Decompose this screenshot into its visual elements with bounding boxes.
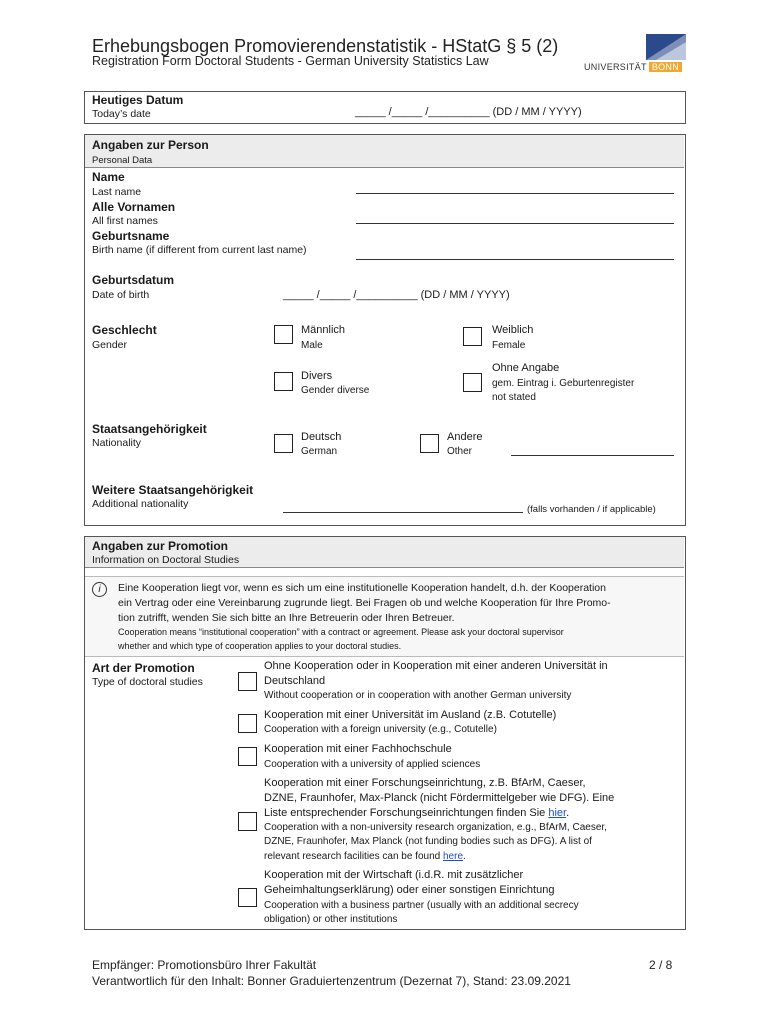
type-option-4-sublabel-3-text: relevant research facilities can be found	[264, 851, 441, 862]
type-option-3-checkbox[interactable]	[238, 747, 257, 766]
promotion-heading: Angaben zur Promotion	[92, 539, 228, 553]
birth-name-label: Geburtsname	[92, 229, 170, 243]
nationality-other-checkbox[interactable]	[420, 434, 439, 453]
promotion-subheading: Information on Doctoral Studies	[92, 554, 240, 566]
info-text-de-3: tion zutrifft, wenden Sie sich bitte an Ihre Betreuerin oder Ihren Betreuer.	[118, 612, 455, 624]
type-option-4-label-1: Kooperation mit einer Forschungseinrichtung, z.B. BfArM, Caeser,	[264, 777, 586, 789]
type-option-2-label: Kooperation mit einer Universität im Ausland (z.B. Cotutelle)	[264, 709, 557, 721]
nationality-other-field[interactable]	[511, 455, 674, 456]
gender-not-stated-sublabel-1: gem. Eintrag i. Geburtenregister	[492, 378, 635, 389]
name-label: Name	[92, 170, 125, 184]
document-title: Erhebungsbogen Promovierendenstatistik - HStatG § 5 (2)	[92, 36, 559, 56]
additional-nationality-field[interactable]	[283, 512, 523, 513]
nationality-label: Staatsangehörigkeit	[92, 422, 207, 436]
type-option-4-label-3-text: Liste entsprechender Forschungseinrichtungen finden Sie	[264, 807, 546, 819]
gender-female-label: Weiblich	[492, 324, 534, 336]
type-option-2-sublabel: Cooperation with a foreign university (e.g., Cotutelle)	[264, 724, 497, 735]
dob-sublabel: Date of birth	[92, 289, 150, 301]
info-text-en-1: Cooperation means “institutional cooperation” with a contract or agreement. Please ask your doctoral supervisor	[118, 627, 564, 637]
type-option-1-label-1: Ohne Kooperation oder in Kooperation mit einer anderen Universität in	[264, 660, 608, 672]
gender-female-checkbox[interactable]	[463, 327, 482, 346]
type-option-3-label: Kooperation mit einer Fachhochschule	[264, 743, 452, 755]
university-logo	[584, 34, 686, 74]
info-icon: i	[92, 582, 107, 597]
research-list-link-en[interactable]: here	[443, 851, 464, 862]
today-date-field[interactable]: _____ /_____ /__________ (DD / MM / YYYY)	[355, 106, 582, 118]
nationality-german-sublabel: German	[301, 446, 338, 457]
last-name-field[interactable]	[356, 193, 674, 194]
type-option-4-checkbox[interactable]	[238, 812, 257, 831]
type-option-1-sublabel: Without cooperation or in cooperation with another German university	[264, 690, 572, 701]
research-list-link-de[interactable]: hier	[548, 807, 567, 819]
gender-divers-checkbox[interactable]	[274, 372, 293, 391]
info-text-en-2: whether and which type of cooperation applies to your doctoral studies.	[118, 641, 402, 651]
gender-label: Geschlecht	[92, 323, 157, 337]
type-option-2-checkbox[interactable]	[238, 714, 257, 733]
gender-not-stated-label: Ohne Angabe	[492, 362, 560, 374]
today-date-label: Heutiges Datum	[92, 93, 184, 107]
type-option-5-label-2: Geheimhaltungserklärung) oder einer sonstigen Einrichtung	[264, 884, 555, 896]
info-text-de-2: ein Vertrag oder eine Vereinbarung zugrunde liegt. Bei Fragen ob und welche Kooperation für Ihre Promo-	[118, 597, 611, 609]
gender-male-label: Männlich	[301, 324, 346, 336]
birth-name-field[interactable]	[356, 259, 674, 260]
nationality-german-checkbox[interactable]	[274, 434, 293, 453]
type-option-4-label-2: DZNE, Fraunhofer, Max-Planck (nicht Fördermittelgeber wie DFG). Eine	[264, 792, 615, 804]
type-option-1-label-2: Deutschland	[264, 675, 326, 687]
footer-responsible: Verantwortlich für den Inhalt: Bonner Graduiertenzentrum (Dezernat 7), Stand: 23.09.2021	[92, 974, 571, 988]
nationality-sublabel: Nationality	[92, 437, 142, 449]
birth-name-sublabel: Birth name (if different from current last name)	[92, 244, 307, 256]
info-text-de-1: Eine Kooperation liegt vor, wenn es sich um eine institutionelle Kooperation handelt, d.h. der Kooperation	[118, 582, 606, 594]
gender-not-stated-sublabel-2: not stated	[492, 392, 536, 403]
type-option-5-sublabel-2: obligation) or other institutions	[264, 914, 398, 925]
gender-male-checkbox[interactable]	[274, 325, 293, 344]
document-subtitle: Registration Form Doctoral Students - German University Statistics Law	[92, 54, 489, 68]
gender-female-sublabel: Female	[492, 340, 526, 351]
logo-text	[584, 62, 682, 72]
gender-divers-label: Divers	[301, 370, 333, 382]
additional-nationality-label: Weitere Staatsangehörigkeit	[92, 483, 254, 497]
person-subheading: Personal Data	[92, 155, 153, 166]
first-names-label: Alle Vornamen	[92, 200, 176, 214]
gender-not-stated-checkbox[interactable]	[463, 373, 482, 392]
type-option-5-label-1: Kooperation mit der Wirtschaft (i.d.R. mit zusätzlicher	[264, 869, 524, 881]
type-option-1-checkbox[interactable]	[238, 672, 257, 691]
additional-nationality-sublabel: Additional nationality	[92, 498, 189, 510]
dob-label: Geburtsdatum	[92, 273, 175, 287]
logo-text-right: BONN	[649, 62, 682, 72]
type-option-5-checkbox[interactable]	[238, 888, 257, 907]
page-number: 2 / 8	[649, 958, 673, 972]
nationality-german-label: Deutsch	[301, 431, 342, 443]
footer-recipient: Empfänger: Promotionsbüro Ihrer Fakultät	[92, 958, 317, 972]
person-heading: Angaben zur Person	[92, 138, 209, 152]
type-option-4-sublabel-3: relevant research facilities can be found here.	[264, 851, 466, 862]
gender-male-sublabel: Male	[301, 340, 323, 351]
nationality-other-sublabel: Other	[447, 446, 473, 457]
type-option-4-sublabel-2: DZNE, Fraunhofer, Max Planck (not funding bodies such as DFG). A list of	[264, 836, 592, 847]
type-option-4-label-3: Liste entsprechender Forschungseinrichtungen finden Sie hier.	[264, 807, 570, 819]
gender-divers-sublabel: Gender diverse	[301, 385, 370, 396]
name-sublabel: Last name	[92, 186, 142, 198]
type-option-3-sublabel: Cooperation with a university of applied sciences	[264, 759, 481, 770]
additional-nationality-note: (falls vorhanden / if applicable)	[527, 504, 656, 515]
first-names-field[interactable]	[356, 223, 674, 224]
logo-text-left: UNIVERSITÄT	[584, 62, 647, 72]
type-label: Art der Promotion	[92, 661, 195, 675]
type-option-4-sublabel-1: Cooperation with a non-university research organization, e.g., BfArM, Caeser,	[264, 822, 607, 833]
type-sublabel: Type of doctoral studies	[92, 676, 203, 688]
gender-sublabel: Gender	[92, 339, 128, 351]
dob-field[interactable]: _____ /_____ /__________ (DD / MM / YYYY)	[283, 289, 510, 301]
nationality-other-label: Andere	[447, 431, 483, 443]
type-option-5-sublabel-1: Cooperation with a business partner (usually with an additional secrecy	[264, 900, 579, 911]
first-names-sublabel: All first names	[92, 215, 158, 227]
logo-mark-icon	[646, 34, 686, 60]
today-date-sublabel: Today’s date	[92, 108, 151, 120]
